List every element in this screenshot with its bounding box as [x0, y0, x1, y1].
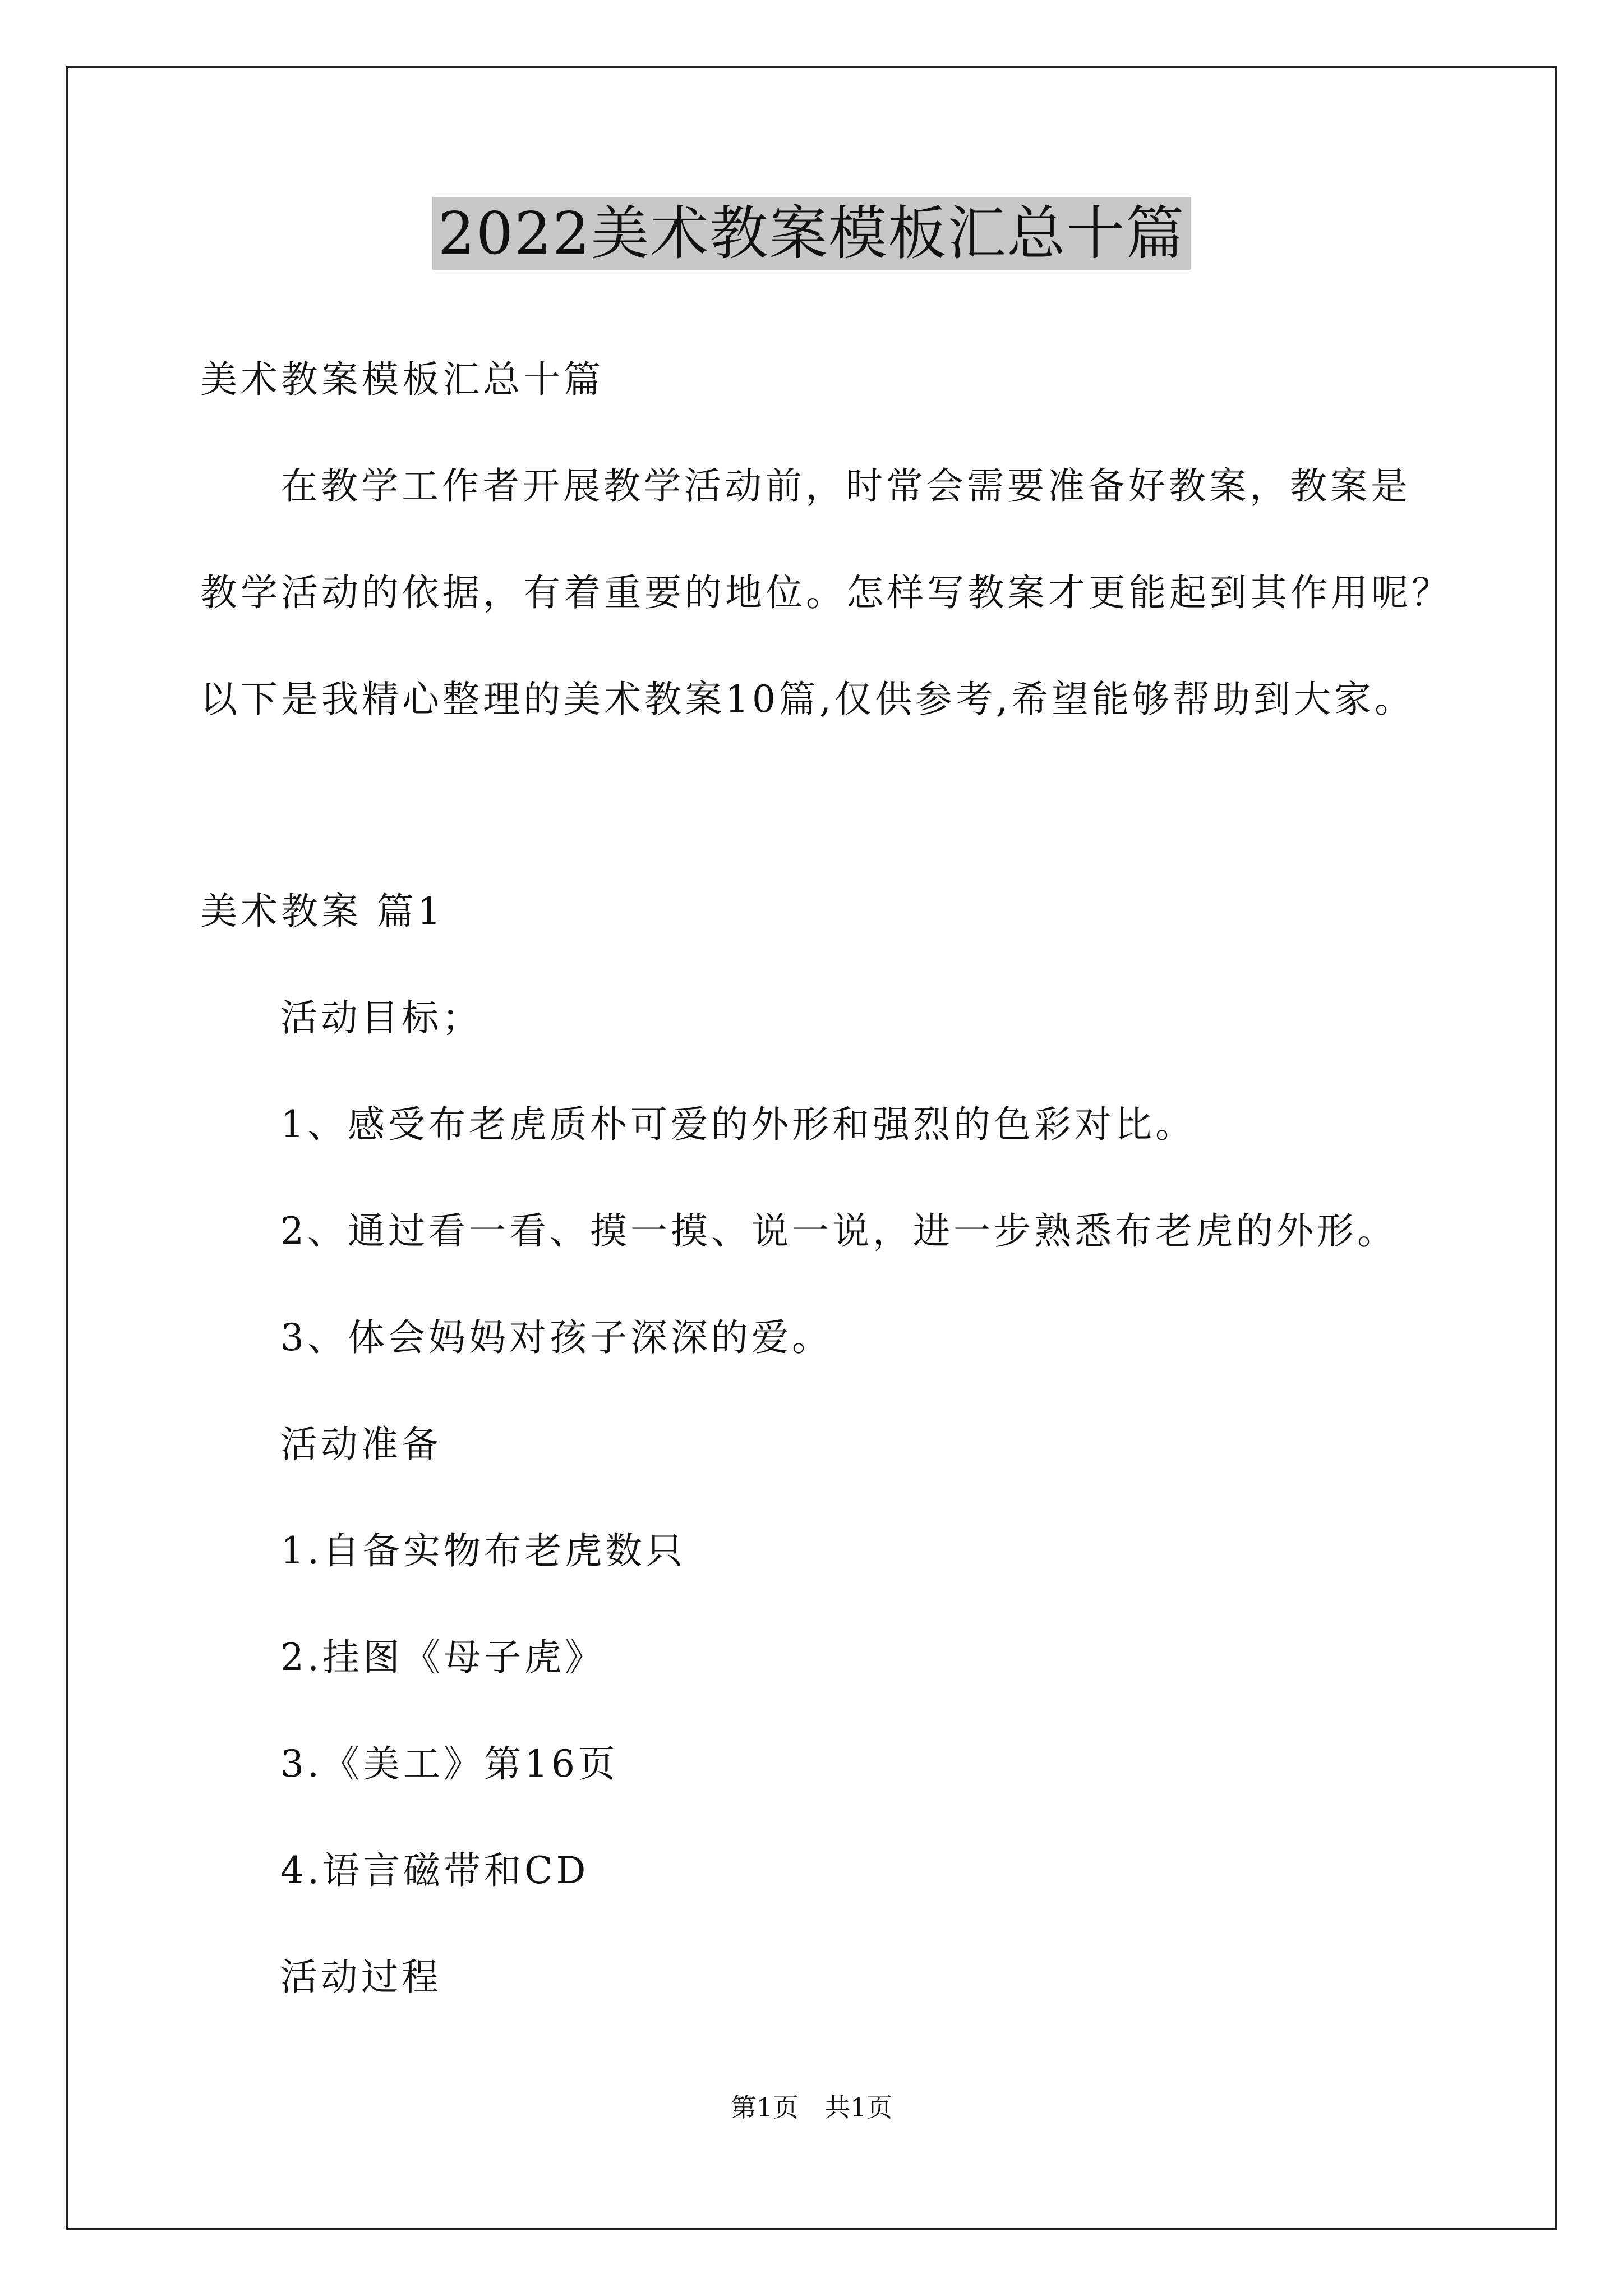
process-heading: 活动过程: [280, 1955, 442, 1999]
intro-line-1: 在教学工作者开展教学活动前，时常会需要准备好教案，教案是: [280, 464, 1411, 508]
prep-item-1: 1.自备实物布老虎数只: [280, 1529, 686, 1572]
goal-item-3: 3、体会妈妈对孩子深深的爱。: [280, 1316, 832, 1359]
prep-item-3: 3.《美工》第16页: [280, 1742, 619, 1786]
section-heading: 美术教案 篇1: [200, 890, 444, 933]
intro-line-3: 以下是我精心整理的美术教案10篇,仅供参考,希望能够帮助到大家。: [200, 678, 1415, 721]
goals-heading: 活动目标；: [280, 996, 482, 1039]
prep-item-4: 4.语言磁带和CD: [280, 1849, 589, 1892]
page-footer: 第1页 共1页: [730, 2092, 893, 2123]
prep-heading: 活动准备: [280, 1423, 442, 1466]
document-subtitle: 美术教案模板汇总十篇: [200, 358, 604, 401]
goal-item-2: 2、通过看一看、摸一摸、说一说，进一步熟悉布老虎的外形。: [280, 1209, 1398, 1253]
prep-item-2: 2.挂图《母子虎》: [280, 1636, 605, 1679]
document-title: [0, 194, 1623, 273]
intro-line-2: 教学活动的依据，有着重要的地位。怎样写教案才更能起到其作用呢？: [200, 571, 1452, 614]
document-title-text: 2022美术教案模板汇总十篇: [432, 197, 1191, 270]
goal-item-1: 1、感受布老虎质朴可爱的外形和强烈的色彩对比。: [280, 1103, 1196, 1146]
